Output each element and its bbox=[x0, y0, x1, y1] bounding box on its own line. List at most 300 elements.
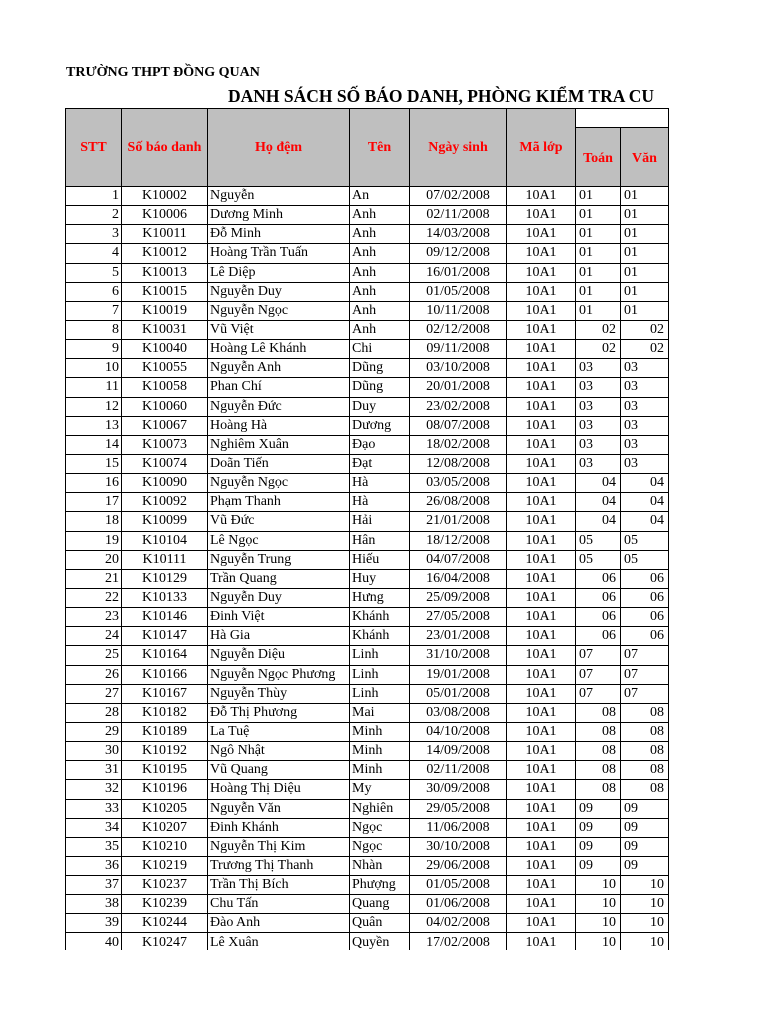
cell-stt: 27 bbox=[66, 684, 122, 703]
cell-ten: Đạo bbox=[350, 435, 410, 454]
cell-ngay-sinh: 05/01/2008 bbox=[410, 684, 507, 703]
cell-sbd: K10182 bbox=[122, 703, 208, 722]
cell-sbd: K10031 bbox=[122, 320, 208, 339]
cell-sbd: K10090 bbox=[122, 474, 208, 493]
cell-ma-lop: 10A1 bbox=[507, 301, 576, 320]
table-row bbox=[66, 263, 669, 282]
cell-ngay-sinh: 11/06/2008 bbox=[410, 818, 507, 837]
cell-ngay-sinh: 01/05/2008 bbox=[410, 282, 507, 301]
cell-stt: 4 bbox=[66, 244, 122, 263]
table-row bbox=[66, 665, 669, 684]
cell-ho-dem: Đỗ Minh bbox=[208, 225, 350, 244]
cell-ho-dem: Đinh Việt bbox=[208, 608, 350, 627]
cell-toan: 02 bbox=[576, 320, 621, 339]
cell-stt: 24 bbox=[66, 627, 122, 646]
cell-ho-dem: La Tuệ bbox=[208, 722, 350, 741]
cell-ngay-sinh: 21/01/2008 bbox=[410, 512, 507, 531]
table-row bbox=[66, 301, 669, 320]
cell-ten: Ngọc bbox=[350, 818, 410, 837]
cell-stt: 32 bbox=[66, 780, 122, 799]
cell-sbd: K10002 bbox=[122, 187, 208, 206]
cell-sbd: K10019 bbox=[122, 301, 208, 320]
cell-van: 07 bbox=[621, 646, 669, 665]
table-row bbox=[66, 761, 669, 780]
student-table-viewport bbox=[65, 108, 768, 950]
cell-ngay-sinh: 09/12/2008 bbox=[410, 244, 507, 263]
cell-ho-dem: Nghiêm Xuân bbox=[208, 435, 350, 454]
cell-ho-dem: Phạm Thanh bbox=[208, 493, 350, 512]
cell-ma-lop: 10A1 bbox=[507, 263, 576, 282]
cell-stt: 5 bbox=[66, 263, 122, 282]
cell-toan: 04 bbox=[576, 512, 621, 531]
cell-ngay-sinh: 14/09/2008 bbox=[410, 742, 507, 761]
cell-ma-lop: 10A1 bbox=[507, 742, 576, 761]
cell-stt: 29 bbox=[66, 722, 122, 741]
cell-van: 02 bbox=[621, 340, 669, 359]
cell-ho-dem: Nguyễn Ngọc Phương bbox=[208, 665, 350, 684]
cell-ngay-sinh: 18/12/2008 bbox=[410, 531, 507, 550]
cell-stt: 26 bbox=[66, 665, 122, 684]
cell-toan: 06 bbox=[576, 627, 621, 646]
cell-stt: 13 bbox=[66, 416, 122, 435]
cell-ten: Anh bbox=[350, 206, 410, 225]
cell-van: 02 bbox=[621, 320, 669, 339]
cell-sbd: K10015 bbox=[122, 282, 208, 301]
cell-toan: 01 bbox=[576, 225, 621, 244]
cell-ten: Dương bbox=[350, 416, 410, 435]
cell-ho-dem: Vũ Việt bbox=[208, 320, 350, 339]
cell-ho-dem: Trần Thị Bích bbox=[208, 876, 350, 895]
cell-ten: Anh bbox=[350, 301, 410, 320]
cell-ma-lop: 10A1 bbox=[507, 684, 576, 703]
cell-ho-dem: Nguyễn Văn bbox=[208, 799, 350, 818]
cell-ma-lop: 10A1 bbox=[507, 206, 576, 225]
cell-ho-dem: Hoàng Lê Khánh bbox=[208, 340, 350, 359]
cell-ho-dem: Trần Quang bbox=[208, 569, 350, 588]
table-row bbox=[66, 531, 669, 550]
cell-sbd: K10012 bbox=[122, 244, 208, 263]
table-row bbox=[66, 416, 669, 435]
table-row bbox=[66, 282, 669, 301]
cell-sbd: K10073 bbox=[122, 435, 208, 454]
cell-toan: 09 bbox=[576, 856, 621, 875]
document-title: DANH SÁCH SỐ BÁO DANH, PHÒNG KIỂM TRA CU bbox=[228, 86, 655, 106]
table-row bbox=[66, 206, 669, 225]
cell-sbd: K10060 bbox=[122, 397, 208, 416]
cell-van: 08 bbox=[621, 742, 669, 761]
cell-ma-lop: 10A1 bbox=[507, 856, 576, 875]
table-row bbox=[66, 684, 669, 703]
cell-ten: Hà bbox=[350, 493, 410, 512]
cell-ma-lop: 10A1 bbox=[507, 627, 576, 646]
cell-ho-dem: Nguyễn Thùy bbox=[208, 684, 350, 703]
cell-stt: 28 bbox=[66, 703, 122, 722]
cell-stt: 11 bbox=[66, 378, 122, 397]
table-row bbox=[66, 837, 669, 856]
cell-ten: Minh bbox=[350, 761, 410, 780]
cell-ma-lop: 10A1 bbox=[507, 646, 576, 665]
cell-van: 06 bbox=[621, 627, 669, 646]
cell-ngay-sinh: 04/07/2008 bbox=[410, 550, 507, 569]
cell-van: 05 bbox=[621, 550, 669, 569]
cell-ngay-sinh: 29/05/2008 bbox=[410, 799, 507, 818]
cell-ngay-sinh: 30/09/2008 bbox=[410, 780, 507, 799]
cell-sbd: K10207 bbox=[122, 818, 208, 837]
cell-toan: 07 bbox=[576, 684, 621, 703]
cell-van: 04 bbox=[621, 493, 669, 512]
cell-ma-lop: 10A1 bbox=[507, 914, 576, 933]
cell-toan: 09 bbox=[576, 818, 621, 837]
cell-stt: 25 bbox=[66, 646, 122, 665]
cell-ma-lop: 10A1 bbox=[507, 416, 576, 435]
table-row bbox=[66, 799, 669, 818]
student-table bbox=[65, 108, 669, 950]
cell-stt: 17 bbox=[66, 493, 122, 512]
cell-ten: Hưng bbox=[350, 588, 410, 607]
cell-ho-dem: Doãn Tiến bbox=[208, 454, 350, 473]
cell-van: 03 bbox=[621, 397, 669, 416]
cell-sbd: K10167 bbox=[122, 684, 208, 703]
cell-toan: 10 bbox=[576, 933, 621, 950]
cell-stt: 15 bbox=[66, 454, 122, 473]
table-row bbox=[66, 646, 669, 665]
cell-sbd: K10006 bbox=[122, 206, 208, 225]
cell-ngay-sinh: 02/11/2008 bbox=[410, 206, 507, 225]
cell-stt: 12 bbox=[66, 397, 122, 416]
cell-ma-lop: 10A1 bbox=[507, 837, 576, 856]
cell-toan: 08 bbox=[576, 761, 621, 780]
cell-ngay-sinh: 16/04/2008 bbox=[410, 569, 507, 588]
cell-ten: Dũng bbox=[350, 359, 410, 378]
cell-sbd: K10111 bbox=[122, 550, 208, 569]
cell-ten: Khánh bbox=[350, 608, 410, 627]
cell-ho-dem: Nguyễn Duy bbox=[208, 588, 350, 607]
cell-van: 04 bbox=[621, 512, 669, 531]
cell-ho-dem: Hoàng Hà bbox=[208, 416, 350, 435]
cell-ma-lop: 10A1 bbox=[507, 895, 576, 914]
cell-van: 01 bbox=[621, 263, 669, 282]
cell-sbd: K10133 bbox=[122, 588, 208, 607]
table-row bbox=[66, 435, 669, 454]
cell-ngay-sinh: 19/01/2008 bbox=[410, 665, 507, 684]
cell-stt: 7 bbox=[66, 301, 122, 320]
cell-sbd: K10067 bbox=[122, 416, 208, 435]
cell-sbd: K10055 bbox=[122, 359, 208, 378]
cell-sbd: K10013 bbox=[122, 263, 208, 282]
cell-van: 10 bbox=[621, 914, 669, 933]
cell-van: 08 bbox=[621, 703, 669, 722]
column-header-van: Văn bbox=[621, 128, 669, 187]
table-row bbox=[66, 244, 669, 263]
cell-ngay-sinh: 07/02/2008 bbox=[410, 187, 507, 206]
cell-ho-dem: Đinh Khánh bbox=[208, 818, 350, 837]
cell-toan: 08 bbox=[576, 703, 621, 722]
cell-ma-lop: 10A1 bbox=[507, 550, 576, 569]
cell-ten: Quang bbox=[350, 895, 410, 914]
cell-ma-lop: 10A1 bbox=[507, 340, 576, 359]
cell-van: 06 bbox=[621, 588, 669, 607]
cell-sbd: K10244 bbox=[122, 914, 208, 933]
cell-toan: 01 bbox=[576, 282, 621, 301]
cell-ho-dem: Nguyễn Anh bbox=[208, 359, 350, 378]
table-row bbox=[66, 722, 669, 741]
cell-ten: Hiếu bbox=[350, 550, 410, 569]
cell-van: 06 bbox=[621, 608, 669, 627]
cell-stt: 3 bbox=[66, 225, 122, 244]
table-row bbox=[66, 895, 669, 914]
cell-ho-dem: Nguyễn Ngọc bbox=[208, 474, 350, 493]
column-header-ho-dem: Họ đệm bbox=[208, 109, 350, 187]
cell-van: 08 bbox=[621, 761, 669, 780]
cell-ten: Phượng bbox=[350, 876, 410, 895]
cell-ten: Linh bbox=[350, 646, 410, 665]
cell-ngay-sinh: 25/09/2008 bbox=[410, 588, 507, 607]
cell-toan: 03 bbox=[576, 435, 621, 454]
cell-ho-dem: Ngô Nhật bbox=[208, 742, 350, 761]
table-row bbox=[66, 378, 669, 397]
table-row bbox=[66, 397, 669, 416]
cell-sbd: K10196 bbox=[122, 780, 208, 799]
cell-ten: Minh bbox=[350, 722, 410, 741]
cell-van: 01 bbox=[621, 225, 669, 244]
cell-ho-dem: Đào Anh bbox=[208, 914, 350, 933]
cell-stt: 34 bbox=[66, 818, 122, 837]
cell-van: 03 bbox=[621, 416, 669, 435]
cell-toan: 01 bbox=[576, 187, 621, 206]
column-header-ma-lop: Mã lớp bbox=[507, 109, 576, 187]
cell-sbd: K10192 bbox=[122, 742, 208, 761]
table-row bbox=[66, 340, 669, 359]
cell-ngay-sinh: 01/05/2008 bbox=[410, 876, 507, 895]
cell-van: 10 bbox=[621, 895, 669, 914]
cell-ho-dem: Nguyễn Trung bbox=[208, 550, 350, 569]
cell-ho-dem: Lê Diệp bbox=[208, 263, 350, 282]
cell-van: 04 bbox=[621, 474, 669, 493]
cell-ho-dem: Nguyễn Ngọc bbox=[208, 301, 350, 320]
cell-ma-lop: 10A1 bbox=[507, 876, 576, 895]
cell-stt: 31 bbox=[66, 761, 122, 780]
cell-ngay-sinh: 04/02/2008 bbox=[410, 914, 507, 933]
table-row bbox=[66, 876, 669, 895]
cell-toan: 10 bbox=[576, 914, 621, 933]
cell-ten: Linh bbox=[350, 665, 410, 684]
cell-ngay-sinh: 03/05/2008 bbox=[410, 474, 507, 493]
cell-toan: 01 bbox=[576, 206, 621, 225]
cell-sbd: K10239 bbox=[122, 895, 208, 914]
cell-van: 03 bbox=[621, 378, 669, 397]
cell-ngay-sinh: 01/06/2008 bbox=[410, 895, 507, 914]
table-row bbox=[66, 187, 669, 206]
cell-toan: 02 bbox=[576, 340, 621, 359]
cell-ten: Anh bbox=[350, 282, 410, 301]
cell-toan: 08 bbox=[576, 742, 621, 761]
cell-ma-lop: 10A1 bbox=[507, 454, 576, 473]
cell-stt: 18 bbox=[66, 512, 122, 531]
cell-toan: 06 bbox=[576, 588, 621, 607]
cell-ma-lop: 10A1 bbox=[507, 512, 576, 531]
cell-ma-lop: 10A1 bbox=[507, 818, 576, 837]
cell-ten: Hà bbox=[350, 474, 410, 493]
cell-ma-lop: 10A1 bbox=[507, 608, 576, 627]
table-row bbox=[66, 914, 669, 933]
cell-sbd: K10237 bbox=[122, 876, 208, 895]
cell-ten: Dũng bbox=[350, 378, 410, 397]
column-header-ngay-sinh: Ngày sinh bbox=[410, 109, 507, 187]
table-row bbox=[66, 454, 669, 473]
cell-ngay-sinh: 08/07/2008 bbox=[410, 416, 507, 435]
table-row bbox=[66, 359, 669, 378]
cell-van: 01 bbox=[621, 187, 669, 206]
cell-ngay-sinh: 12/08/2008 bbox=[410, 454, 507, 473]
table-row bbox=[66, 608, 669, 627]
cell-ngay-sinh: 02/12/2008 bbox=[410, 320, 507, 339]
cell-ngay-sinh: 20/01/2008 bbox=[410, 378, 507, 397]
table-row bbox=[66, 512, 669, 531]
cell-van: 10 bbox=[621, 876, 669, 895]
cell-toan: 03 bbox=[576, 397, 621, 416]
cell-ho-dem: Dương Minh bbox=[208, 206, 350, 225]
cell-ngay-sinh: 02/11/2008 bbox=[410, 761, 507, 780]
cell-van: 01 bbox=[621, 244, 669, 263]
cell-toan: 10 bbox=[576, 895, 621, 914]
cell-ngay-sinh: 18/02/2008 bbox=[410, 435, 507, 454]
cell-ma-lop: 10A1 bbox=[507, 474, 576, 493]
cell-ho-dem: Vũ Quang bbox=[208, 761, 350, 780]
cell-ngay-sinh: 03/10/2008 bbox=[410, 359, 507, 378]
cell-toan: 01 bbox=[576, 244, 621, 263]
cell-stt: 33 bbox=[66, 799, 122, 818]
cell-ten: An bbox=[350, 187, 410, 206]
cell-stt: 14 bbox=[66, 435, 122, 454]
cell-ma-lop: 10A1 bbox=[507, 531, 576, 550]
cell-sbd: K10247 bbox=[122, 933, 208, 950]
cell-toan: 01 bbox=[576, 301, 621, 320]
cell-stt: 1 bbox=[66, 187, 122, 206]
cell-ten: Hân bbox=[350, 531, 410, 550]
cell-toan: 03 bbox=[576, 416, 621, 435]
cell-ten: Anh bbox=[350, 320, 410, 339]
cell-stt: 21 bbox=[66, 569, 122, 588]
cell-sbd: K10205 bbox=[122, 799, 208, 818]
cell-ten: Nghiên bbox=[350, 799, 410, 818]
cell-ho-dem: Hoàng Thị Diệu bbox=[208, 780, 350, 799]
cell-ho-dem: Nguyễn bbox=[208, 187, 350, 206]
table-row bbox=[66, 569, 669, 588]
cell-stt: 20 bbox=[66, 550, 122, 569]
cell-ma-lop: 10A1 bbox=[507, 761, 576, 780]
cell-ten: Hải bbox=[350, 512, 410, 531]
cell-ngay-sinh: 26/08/2008 bbox=[410, 493, 507, 512]
cell-stt: 16 bbox=[66, 474, 122, 493]
cell-ma-lop: 10A1 bbox=[507, 244, 576, 263]
cell-ho-dem: Hoàng Trần Tuấn bbox=[208, 244, 350, 263]
column-header-ten: Tên bbox=[350, 109, 410, 187]
cell-van: 09 bbox=[621, 837, 669, 856]
cell-ma-lop: 10A1 bbox=[507, 359, 576, 378]
table-row bbox=[66, 818, 669, 837]
cell-ten: Ngọc bbox=[350, 837, 410, 856]
cell-ten: Linh bbox=[350, 684, 410, 703]
cell-ma-lop: 10A1 bbox=[507, 780, 576, 799]
cell-van: 07 bbox=[621, 684, 669, 703]
cell-toan: 05 bbox=[576, 550, 621, 569]
cell-ma-lop: 10A1 bbox=[507, 588, 576, 607]
cell-sbd: K10129 bbox=[122, 569, 208, 588]
cell-ma-lop: 10A1 bbox=[507, 799, 576, 818]
cell-ho-dem: Vũ Đức bbox=[208, 512, 350, 531]
cell-ngay-sinh: 09/11/2008 bbox=[410, 340, 507, 359]
cell-ngay-sinh: 31/10/2008 bbox=[410, 646, 507, 665]
cell-ma-lop: 10A1 bbox=[507, 187, 576, 206]
cell-ten: Nhàn bbox=[350, 856, 410, 875]
cell-ngay-sinh: 04/10/2008 bbox=[410, 722, 507, 741]
table-row bbox=[66, 550, 669, 569]
table-row bbox=[66, 588, 669, 607]
cell-stt: 22 bbox=[66, 588, 122, 607]
cell-sbd: K10219 bbox=[122, 856, 208, 875]
column-group-header bbox=[576, 109, 669, 128]
cell-ho-dem: Nguyễn Thị Kim bbox=[208, 837, 350, 856]
table-row bbox=[66, 493, 669, 512]
cell-van: 09 bbox=[621, 818, 669, 837]
cell-ngay-sinh: 17/02/2008 bbox=[410, 933, 507, 950]
cell-van: 03 bbox=[621, 454, 669, 473]
cell-stt: 6 bbox=[66, 282, 122, 301]
cell-stt: 23 bbox=[66, 608, 122, 627]
cell-ten: Anh bbox=[350, 263, 410, 282]
cell-toan: 04 bbox=[576, 493, 621, 512]
cell-toan: 07 bbox=[576, 646, 621, 665]
cell-ma-lop: 10A1 bbox=[507, 493, 576, 512]
table-row bbox=[66, 225, 669, 244]
cell-ma-lop: 10A1 bbox=[507, 933, 576, 950]
cell-toan: 03 bbox=[576, 359, 621, 378]
cell-ten: Khánh bbox=[350, 627, 410, 646]
cell-van: 01 bbox=[621, 206, 669, 225]
cell-ten: Anh bbox=[350, 225, 410, 244]
cell-sbd: K10099 bbox=[122, 512, 208, 531]
cell-ma-lop: 10A1 bbox=[507, 320, 576, 339]
cell-toan: 08 bbox=[576, 780, 621, 799]
cell-van: 08 bbox=[621, 780, 669, 799]
cell-sbd: K10074 bbox=[122, 454, 208, 473]
cell-van: 09 bbox=[621, 799, 669, 818]
cell-ma-lop: 10A1 bbox=[507, 703, 576, 722]
cell-stt: 40 bbox=[66, 933, 122, 950]
cell-ngay-sinh: 30/10/2008 bbox=[410, 837, 507, 856]
cell-toan: 06 bbox=[576, 569, 621, 588]
table-row bbox=[66, 627, 669, 646]
cell-van: 01 bbox=[621, 301, 669, 320]
cell-van: 07 bbox=[621, 665, 669, 684]
cell-van: 01 bbox=[621, 282, 669, 301]
cell-toan: 04 bbox=[576, 474, 621, 493]
cell-stt: 36 bbox=[66, 856, 122, 875]
cell-ten: Chi bbox=[350, 340, 410, 359]
cell-toan: 06 bbox=[576, 608, 621, 627]
cell-sbd: K10011 bbox=[122, 225, 208, 244]
table-row bbox=[66, 742, 669, 761]
cell-stt: 30 bbox=[66, 742, 122, 761]
column-header-sbd: Số báo danh bbox=[122, 109, 208, 187]
cell-ngay-sinh: 27/05/2008 bbox=[410, 608, 507, 627]
cell-toan: 01 bbox=[576, 263, 621, 282]
cell-stt: 2 bbox=[66, 206, 122, 225]
cell-ten: Huy bbox=[350, 569, 410, 588]
table-row bbox=[66, 780, 669, 799]
cell-sbd: K10092 bbox=[122, 493, 208, 512]
cell-ma-lop: 10A1 bbox=[507, 282, 576, 301]
